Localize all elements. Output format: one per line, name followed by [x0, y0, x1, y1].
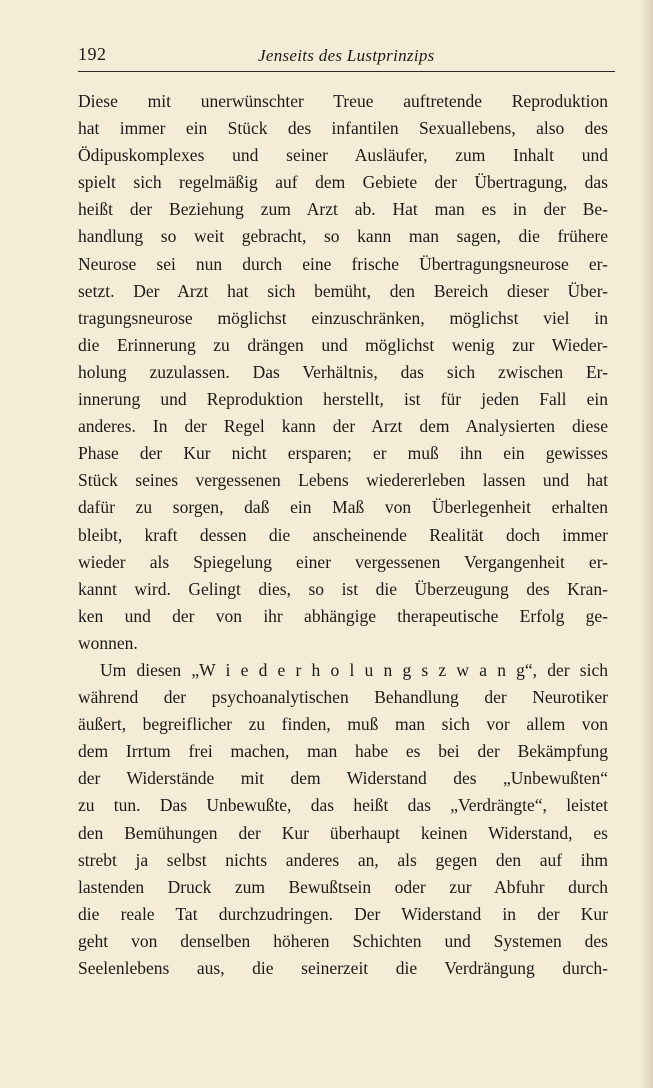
header-rule: [78, 71, 615, 72]
text-line: anderes. In der Regel kann der Arzt dem Analysierten diese: [78, 416, 608, 437]
text-line: wonnen.: [78, 632, 138, 653]
text-line: äußert, begreiflicher zu finden, muß man sich vor allem von: [78, 714, 608, 735]
text-line: Um diesen „W i e d e r h o l u n g s z w a n g“, der sich: [100, 659, 608, 680]
text-line: hat immer ein Stück des infantilen Sexuallebens, also des: [78, 118, 608, 139]
text-line: den Bemühungen der Kur überhaupt keinen Widerstand, es: [78, 822, 608, 843]
text-line: spielt sich regelmäßig auf dem Gebiete der Übertragung, das: [78, 172, 608, 193]
page-edge-shadow: [639, 0, 653, 1088]
text-line: setzt. Der Arzt hat sich bemüht, den Bereich dieser Über-: [78, 280, 608, 301]
text-line: bleibt, kraft dessen die anscheinende Realität doch immer: [78, 524, 608, 545]
text-line: die reale Tat durchzudringen. Der Widerstand in der Kur: [78, 903, 608, 924]
text-line: dem Irrtum frei machen, man habe es bei der Bekämpfung: [78, 741, 608, 762]
text-line: dafür zu sorgen, daß ein Maß von Überlegenheit erhalten: [78, 497, 608, 518]
running-title: Jenseits des Lustprinzips: [258, 46, 435, 65]
text-line: innerung und Reproduktion herstellt, ist für jeden Fall ein: [78, 389, 608, 410]
text-line: Phase der Kur nicht ersparen; er muß ihn ein gewisses: [78, 443, 608, 464]
text-line: die Erinnerung zu drängen und möglichst wenig zur Wieder-: [78, 334, 608, 355]
text-line: während der psychoanalytischen Behandlung der Neurotiker: [78, 687, 608, 708]
page-number: 192: [78, 44, 107, 64]
page-header: [78, 44, 615, 70]
text-line: geht von denselben höheren Schichten und Systemen des: [78, 930, 608, 951]
text-line: zu tun. Das Unbewußte, das heißt das „Verdrängte“, leistet: [78, 795, 608, 816]
text-line: der Widerstände mit dem Widerstand des „Unbewußten“: [78, 768, 608, 789]
text-line: Diese mit unerwünschter Treue auftretende Reproduktion: [78, 91, 608, 111]
text-line: handlung so weit gebracht, so kann man sagen, die frühere: [78, 226, 608, 247]
text-line: Stück seines vergessenen Lebens wiedererleben lassen und hat: [78, 470, 608, 491]
text-line: heißt der Beziehung zum Arzt ab. Hat man es in der Be-: [78, 199, 608, 220]
text-line: strebt ja selbst nichts anderes an, als gegen den auf ihm: [78, 849, 608, 870]
text-line: Seelenlebens aus, die seinerzeit die Verdrängung durch-: [78, 958, 608, 978]
text-line: Neurose sei nun durch eine frische Übertragungsneurose er-: [78, 253, 608, 274]
text-line: holung zuzulassen. Das Verhältnis, das sich zwischen Er-: [78, 361, 608, 382]
text-line: Ödipuskomplexes und seiner Ausläufer, zum Inhalt und: [78, 145, 608, 166]
text-line: ken und der von ihr abhängige therapeutische Erfolg ge-: [78, 605, 608, 626]
text-line: wieder als Spiegelung einer vergessenen Vergangenheit er-: [78, 551, 608, 572]
text-line: kannt wird. Gelingt dies, so ist die Überzeugung des Kran-: [78, 578, 608, 599]
body-text: [78, 88, 608, 982]
text-line: lastenden Druck zum Bewußtsein oder zur Abfuhr durch: [78, 876, 608, 897]
text-line: tragungsneurose möglichst einzuschränken, möglichst viel in: [78, 307, 608, 328]
